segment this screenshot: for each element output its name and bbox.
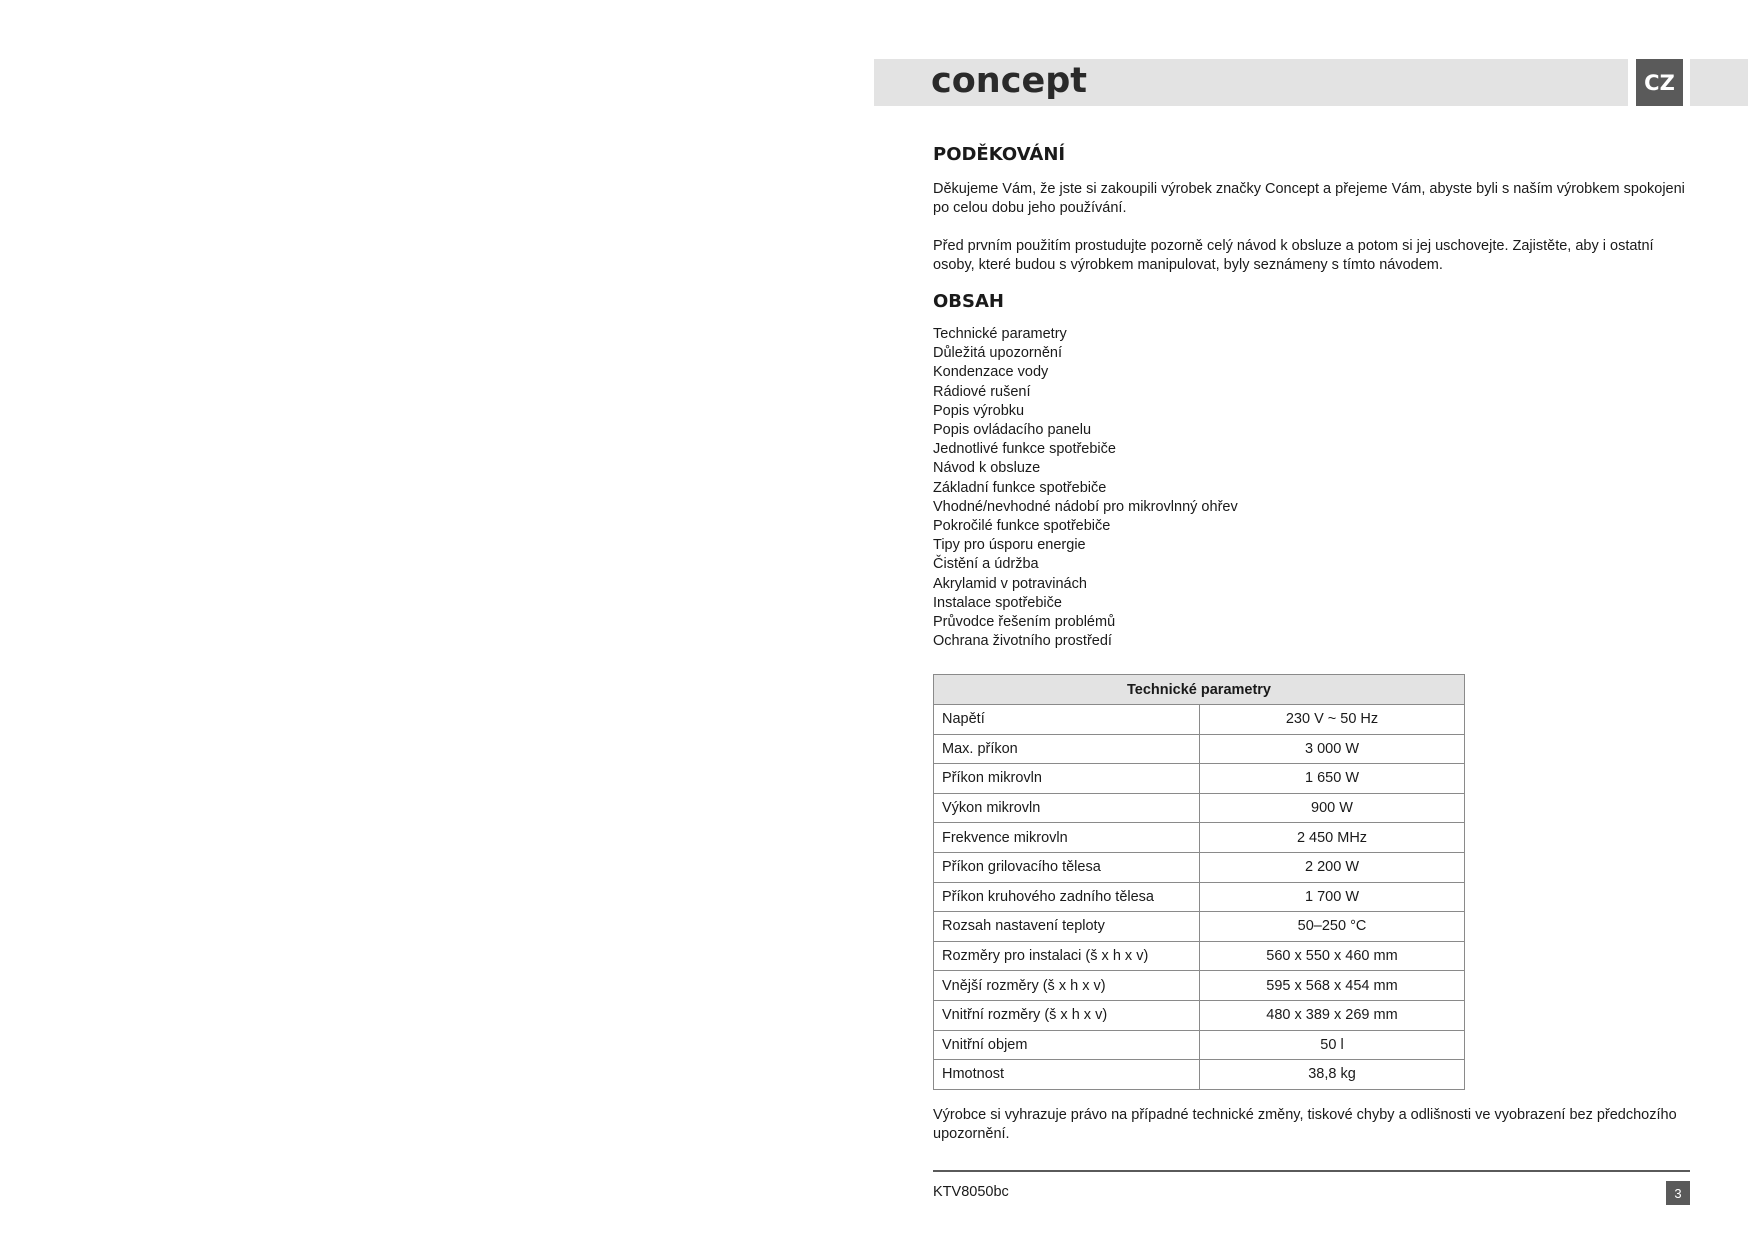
spec-value: 2 450 MHz: [1200, 823, 1465, 853]
header-bar-end: [1690, 59, 1748, 106]
spec-value: 1 650 W: [1200, 764, 1465, 794]
contents-item: Rádiové rušení: [933, 383, 1031, 400]
spec-label: Výkon mikrovln: [934, 793, 1200, 823]
spec-value: 38,8 kg: [1200, 1060, 1465, 1090]
spec-value: 1 700 W: [1200, 882, 1465, 912]
spec-label: Příkon mikrovln: [934, 764, 1200, 794]
contents-item: Ochrana životního prostředí: [933, 633, 1112, 650]
table-row: [934, 1030, 1465, 1060]
contents-item: Čistění a údržba: [933, 556, 1039, 573]
language-badge: CZ: [1636, 59, 1683, 106]
spec-value: 480 x 389 x 269 mm: [1200, 1000, 1465, 1030]
spec-label: Napětí: [934, 705, 1200, 735]
spec-label: Hmotnost: [934, 1060, 1200, 1090]
disclaimer: Výrobce si vyhrazuje právo na případné technické změny, tiskové chyby a odlišnosti ve vyobrazení bez předchozího upozornění.: [933, 1107, 1677, 1142]
contents-list: [933, 325, 1238, 651]
spec-table-title: Technické parametry: [934, 675, 1465, 705]
table-row: [934, 941, 1465, 971]
contents-item: Tipy pro úsporu energie: [933, 537, 1086, 554]
spec-label: Vnější rozměry (š x h x v): [934, 971, 1200, 1001]
table-row: [934, 823, 1465, 853]
table-row: [934, 912, 1465, 942]
table-row: [934, 882, 1465, 912]
table-row: [934, 852, 1465, 882]
spec-label: Příkon grilovacího tělesa: [934, 852, 1200, 882]
spec-label: Max. příkon: [934, 734, 1200, 764]
spec-label: Vnitřní rozměry (š x h x v): [934, 1000, 1200, 1030]
contents-item: Kondenzace vody: [933, 364, 1049, 381]
contents-item: Základní funkce spotřebiče: [933, 479, 1107, 496]
contents-item: Důležitá upozornění: [933, 345, 1062, 362]
spec-value: 50 l: [1200, 1030, 1465, 1060]
footer-divider: [933, 1170, 1690, 1172]
contents-item: Akrylamid v potravinách: [933, 575, 1087, 592]
contents-heading: OBSAH: [933, 291, 1004, 312]
spec-label: Příkon kruhového zadního tělesa: [934, 882, 1200, 912]
spec-value: 900 W: [1200, 793, 1465, 823]
table-row: [934, 1060, 1465, 1090]
table-row: [934, 793, 1465, 823]
spec-label: Rozsah nastavení teploty: [934, 912, 1200, 942]
spec-value: 560 x 550 x 460 mm: [1200, 941, 1465, 971]
spec-label: Frekvence mikrovln: [934, 823, 1200, 853]
spec-value: 2 200 W: [1200, 852, 1465, 882]
thanks-paragraph-2: Před prvním použitím prostudujte pozorně celý návod k obsluze a potom si jej uschovejte. Zajistěte, aby i ostatní osoby, které budou s výrobkem manipulovat, byly seznámeny s tímto návodem.: [933, 238, 1654, 273]
page-number: 3: [1666, 1181, 1690, 1205]
contents-item: Vhodné/nevhodné nádobí pro mikrovlnný ohřev: [933, 498, 1238, 515]
contents-item: Jednotlivé funkce spotřebiče: [933, 441, 1116, 458]
contents-item: Průvodce řešením problémů: [933, 614, 1116, 631]
thanks-heading: PODĚKOVÁNÍ: [933, 144, 1066, 165]
thanks-paragraph-1: Děkujeme Vám, že jste si zakoupili výrobek značky Concept a přejeme Vám, abyste byli s naším výrobkem spokojeni po celou dobu jeho používání.: [933, 181, 1685, 216]
contents-item: Technické parametry: [933, 326, 1067, 342]
contents-item: Popis ovládacího panelu: [933, 422, 1092, 439]
contents-item: Instalace spotřebiče: [933, 594, 1062, 611]
spec-label: Rozměry pro instalaci (š x h x v): [934, 941, 1200, 971]
brand-logo: concept: [931, 61, 1087, 101]
spec-value: 595 x 568 x 454 mm: [1200, 971, 1465, 1001]
contents-item: Návod k obsluze: [933, 460, 1041, 477]
model-number: KTV8050bc: [933, 1184, 1009, 1200]
spec-value: 3 000 W: [1200, 734, 1465, 764]
spec-value: 230 V ~ 50 Hz: [1200, 705, 1465, 735]
spec-table: [933, 674, 1465, 1090]
spec-table-header-row: [934, 675, 1465, 705]
table-row: [934, 971, 1465, 1001]
spec-label: Vnitřní objem: [934, 1030, 1200, 1060]
table-row: [934, 764, 1465, 794]
spec-value: 50–250 °C: [1200, 912, 1465, 942]
table-row: [934, 705, 1465, 735]
contents-item: Pokročilé funkce spotřebiče: [933, 518, 1111, 535]
table-row: [934, 1000, 1465, 1030]
contents-item: Popis výrobku: [933, 402, 1025, 419]
table-row: [934, 734, 1465, 764]
